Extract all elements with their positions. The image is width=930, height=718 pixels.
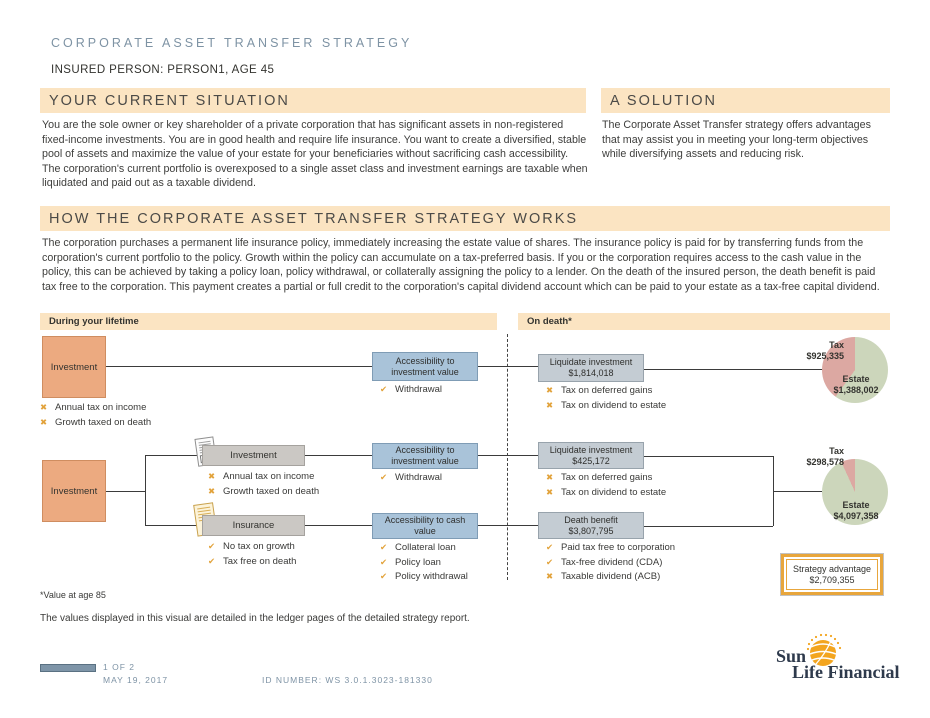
- check-icon: ✔: [546, 543, 554, 553]
- estate-value: $4,097,358: [833, 511, 879, 521]
- list-item-label: Withdrawal: [395, 472, 442, 483]
- connector-line: [478, 525, 538, 526]
- cross-icon: ✖: [40, 417, 48, 428]
- list-item-label: Tax on deferred gains: [561, 472, 653, 483]
- list-item: [546, 487, 666, 499]
- check-icon: ✔: [380, 557, 388, 568]
- pie-estate-label-current: [818, 374, 894, 396]
- current-liquidate-box: [538, 354, 644, 382]
- list-item-label: Growth taxed on death: [223, 485, 320, 497]
- page-progress-bar: [40, 664, 96, 672]
- strategy-investment-label: Investment: [50, 485, 98, 497]
- list-item: [40, 402, 151, 414]
- tax-label: Tax: [829, 446, 844, 456]
- current-liquidate-value: $1,814,018: [568, 368, 614, 378]
- footnote-detail: The values displayed in this visual are detailed in the ledger pages of the detailed strategy report.: [40, 613, 470, 624]
- connector-line: [106, 491, 145, 492]
- current-access-box: [372, 352, 478, 381]
- connector-line: [305, 525, 372, 526]
- investment-branch-box: [202, 445, 305, 466]
- death-banner-label: On death*: [527, 316, 572, 327]
- insurance-branch-items: [208, 541, 296, 570]
- strategy-access-cash-label: Accessibility to cash value: [384, 515, 466, 536]
- list-item: [208, 541, 296, 553]
- report-date: MAY 19, 2017: [103, 675, 169, 685]
- strategy-access-investment-label: Accessibility to investment value: [391, 445, 459, 466]
- strategy-liquidate-value: $425,172: [572, 455, 610, 466]
- list-item-label: Collateral loan: [395, 542, 456, 553]
- list-item-label: Tax on dividend to estate: [561, 399, 667, 411]
- list-item-label: Annual tax on income: [55, 402, 147, 413]
- lifetime-banner: [40, 313, 497, 330]
- investment-branch-items: [208, 471, 319, 500]
- strategy-advantage-box: [781, 554, 883, 595]
- list-item: [208, 486, 319, 498]
- how-it-works-body: The corporation purchases a permanent life insurance policy, immediately increasing the estate value of shares. The insurance policy is paid for by transferring funds from the corporation's current portfolio to the policy. Growth within the policy can accumulate on a tax-preferred basis. If you or the corporation requires access to the cash value in the policy, this can be achieved by taking a policy loan, policy withdrawal, or collaterally assigning the policy to a lender. On the death of the insured person, the death benefit is paid tax free to the corporation. This payment creates a partial or full credit to the corporation's capital dividend account which can be paid to your estate as a tax-free capital dividend.: [42, 237, 880, 293]
- investment-branch-label: Investment: [230, 450, 277, 461]
- list-item-label: Tax free on death: [223, 555, 297, 567]
- list-item-label: Growth taxed on death: [55, 416, 152, 428]
- list-item-label: Tax on deferred gains: [561, 385, 653, 396]
- list-item: [546, 385, 666, 397]
- list-item: [546, 400, 666, 412]
- list-item: [208, 471, 319, 483]
- check-icon: ✔: [380, 473, 388, 483]
- list-item-label: Policy withdrawal: [395, 571, 468, 582]
- current-access-label: Accessibility to investment value: [391, 355, 459, 377]
- list-item: [546, 557, 675, 569]
- list-item: [546, 571, 675, 583]
- lifetime-death-divider: [507, 334, 508, 580]
- list-item-label: Annual tax on income: [223, 471, 315, 482]
- pie-estate-label-strategy: [818, 500, 894, 522]
- insured-person-line: INSURED PERSON: PERSON1, AGE 45: [51, 64, 275, 76]
- death-banner: [518, 313, 890, 330]
- list-item: [380, 384, 442, 396]
- estate-value: $1,388,002: [833, 385, 879, 395]
- strategy-access-cash-items: [380, 542, 468, 586]
- strategy-advantage-value: $2,709,355: [809, 574, 855, 585]
- strategy-advantage-title: Strategy advantage: [792, 563, 872, 574]
- current-liquidate-title: Liquidate investment: [549, 357, 633, 367]
- check-icon: ✔: [208, 542, 216, 552]
- current-situation-heading: YOUR CURRENT SITUATION: [49, 92, 290, 109]
- strategy-liquidate-box: [538, 442, 644, 469]
- connector-line: [773, 491, 822, 492]
- document-title: CORPORATE ASSET TRANSFER STRATEGY: [51, 36, 413, 50]
- current-investment-items: [40, 402, 151, 431]
- current-investment-box: [42, 336, 106, 398]
- cross-icon: ✖: [40, 403, 48, 413]
- list-item-label: Tax-free dividend (CDA): [561, 556, 663, 568]
- check-icon: ✔: [208, 556, 216, 567]
- logo-text-life-financial: Life Financial: [792, 662, 900, 682]
- list-item-label: Tax on dividend to estate: [561, 486, 667, 498]
- insurance-branch-box: [202, 515, 305, 536]
- cross-icon: ✖: [546, 473, 554, 483]
- estate-label: Estate: [842, 374, 870, 384]
- connector-line: [644, 369, 823, 370]
- list-item: [380, 472, 442, 484]
- check-icon: ✔: [546, 557, 554, 568]
- how-it-works-band: [40, 206, 890, 231]
- check-icon: ✔: [380, 572, 388, 582]
- tax-value: $298,578: [806, 457, 844, 467]
- connector-line: [644, 526, 773, 527]
- list-item-label: No tax on growth: [223, 541, 295, 552]
- list-item: [40, 417, 151, 429]
- strategy-access-cash-box: [372, 513, 478, 539]
- check-icon: ✔: [380, 385, 388, 395]
- logo-text-sun: Sun: [776, 646, 807, 666]
- current-investment-label: Investment: [50, 361, 98, 373]
- death-benefit-value: $3,807,795: [568, 525, 614, 536]
- cross-icon: ✖: [546, 400, 554, 411]
- estate-label: Estate: [842, 500, 870, 510]
- current-liquidate-items: [546, 385, 666, 414]
- current-access-items: [380, 384, 442, 399]
- footnote-value-at-age: *Value at age 85: [40, 590, 106, 600]
- how-it-works-heading: HOW THE CORPORATE ASSET TRANSFER STRATEGY WORKS: [49, 210, 579, 227]
- death-benefit-title: Death benefit: [564, 514, 618, 525]
- list-item: [546, 472, 666, 484]
- solution-band: [601, 88, 890, 113]
- connector-line: [478, 366, 538, 367]
- list-item: [380, 571, 468, 583]
- cross-icon: ✖: [546, 487, 554, 498]
- cross-icon: ✖: [546, 572, 554, 582]
- lifetime-banner-label: During your lifetime: [49, 316, 139, 327]
- page-number: 1 OF 2: [103, 662, 135, 672]
- current-situation-band: [40, 88, 586, 113]
- current-situation-body: You are the sole owner or key shareholder of a private corporation that has significant assets in non-registered fixed-income investments. You are in good health and require life insurance. You want to create a diversified, stable pool of assets and maximize the value of your estate for your beneficiaries without sacrificing cash accessibility. The corporation's current portfolio is overexposed to a single asset class and investment earnings are taxable when liquidated and paid out as a taxable dividend.: [42, 119, 588, 190]
- tax-label: Tax: [829, 340, 844, 350]
- cross-icon: ✖: [546, 386, 554, 396]
- list-item: [208, 556, 296, 568]
- list-item-label: Paid tax free to corporation: [561, 542, 676, 553]
- connector-line: [106, 366, 372, 367]
- solution-body: The Corporate Asset Transfer strategy offers advantages that may assist you in meeting your long-term objectives while diversifying assets and reducing risk.: [602, 119, 871, 161]
- strategy-liquidate-title: Liquidate investment: [549, 444, 633, 455]
- pie-tax-label-strategy: [758, 446, 844, 468]
- connector-line: [644, 456, 773, 457]
- list-item: [380, 542, 468, 554]
- list-item-label: Policy loan: [395, 556, 441, 568]
- connector-line: [305, 455, 372, 456]
- death-benefit-items: [546, 542, 675, 586]
- branch-line: [145, 455, 146, 526]
- insurance-branch-label: Insurance: [232, 520, 275, 531]
- list-item-label: Withdrawal: [395, 384, 442, 395]
- connector-line: [478, 455, 538, 456]
- strategy-investment-box: [42, 460, 106, 522]
- strategy-access-investment-items: [380, 472, 442, 487]
- tax-value: $925,335: [806, 351, 844, 361]
- solution-heading: A SOLUTION: [610, 92, 718, 109]
- list-item: [546, 542, 675, 554]
- list-item-label: Taxable dividend (ACB): [561, 571, 661, 582]
- pie-tax-label-current: [758, 340, 844, 362]
- id-number: ID NUMBER: WS 3.0.1.3023-181330: [262, 675, 433, 685]
- death-benefit-box: [538, 512, 644, 539]
- cross-icon: ✖: [208, 486, 216, 497]
- cross-icon: ✖: [208, 472, 216, 482]
- strategy-access-investment-box: [372, 443, 478, 469]
- strategy-liquidate-items: [546, 472, 666, 501]
- check-icon: ✔: [380, 543, 388, 553]
- list-item: [380, 557, 468, 569]
